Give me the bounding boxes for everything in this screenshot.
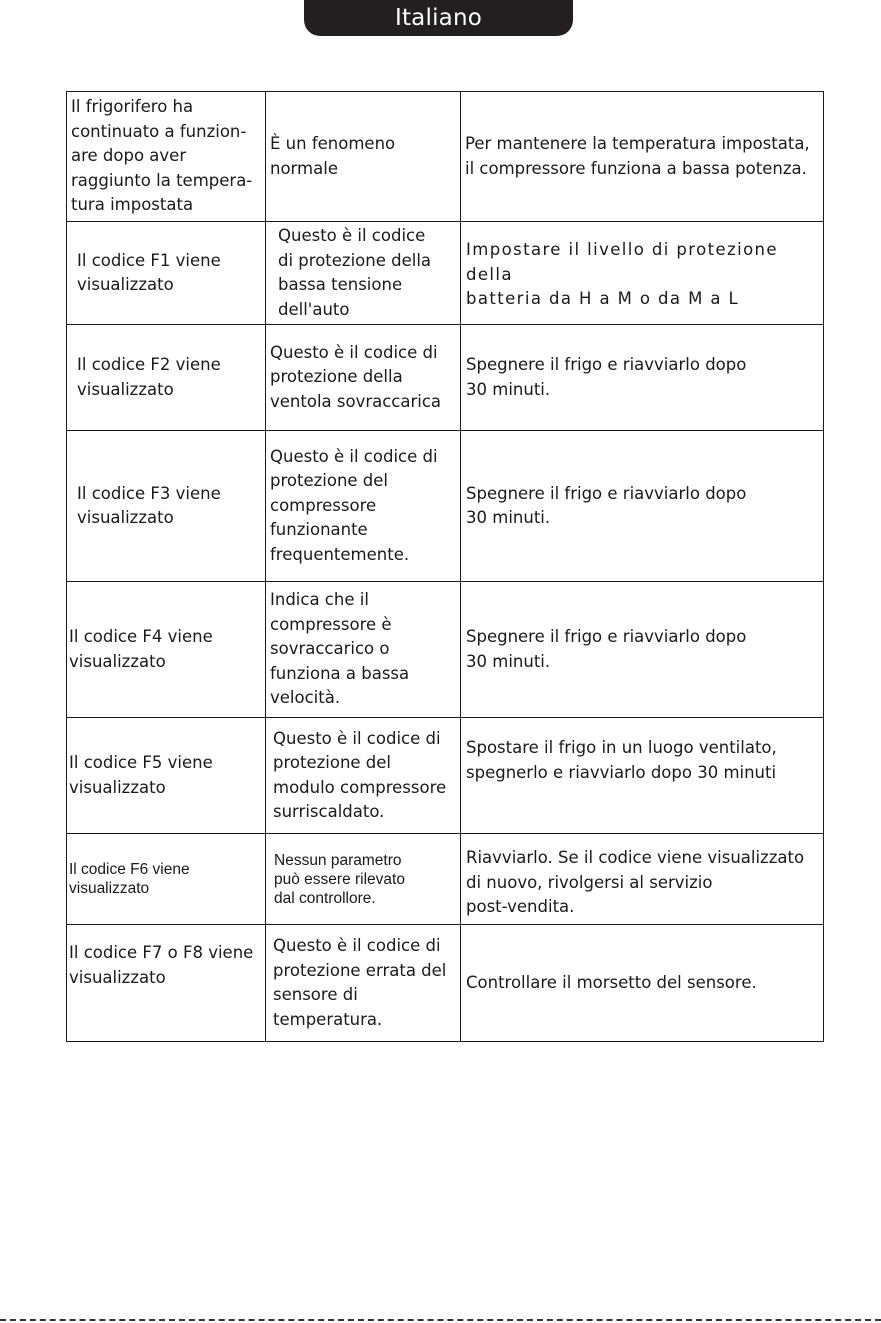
solution-cell: Controllare il morsetto del sensore. [461,925,824,1042]
cause-cell: Questo è il codice di protezione del compressore funzionante frequentemente. [266,431,461,582]
table-row [67,222,824,325]
cause-cell: Questo è il codice di protezione della bassa tensione dell'auto [266,222,461,325]
troubleshooting-table [66,91,824,1042]
problem-cell: Il codice F7 o F8 viene visualizzato [67,925,266,1042]
problem-cell: Il codice F1 viene visualizzato [67,222,266,325]
solution-cell: Spostare il frigo in un luogo ventilato, spegnerlo e riavviarlo dopo 30 minuti [461,718,824,834]
solution-cell [461,222,824,325]
table-row [67,325,824,431]
cause-cell: Questo è il codice di protezione del modulo compressore surriscaldato. [266,718,461,834]
solution-cell: Riavviarlo. Se il codice viene visualizzato di nuovo, rivolgersi al servizio post-vendita. [461,834,824,925]
problem-cell: Il frigorifero ha continuato a funzion- are dopo aver raggiunto la tempera- tura impostata [67,92,266,222]
solution-cell: Spegnere il frigo e riavviarlo dopo 30 minuti. [461,431,824,582]
table-row [67,92,824,222]
solution-cell: Spegnere il frigo e riavviarlo dopo 30 minuti. [461,582,824,718]
cause-cell: È un fenomeno normale [266,92,461,222]
table-row [67,834,824,925]
table-row [67,582,824,718]
table-row [67,718,824,834]
page-bottom-rule [0,1319,881,1321]
problem-cell: Il codice F3 viene visualizzato [67,431,266,582]
cause-cell: Nessun parametro può essere rilevato dal controllore. [266,834,461,925]
language-label: Italiano [394,5,483,31]
cause-cell: Questo è il codice di protezione della ventola sovraccarica [266,325,461,431]
solution-text: Impostare il livello di protezione della batteria da H a M o da M a L [466,240,778,308]
solution-cell: Per mantenere la temperatura impostata, il compressore funziona a bassa potenza. [461,92,824,222]
language-tab [304,0,573,36]
problem-cell: Il codice F2 viene visualizzato [67,325,266,431]
table-row [67,431,824,582]
problem-cell: Il codice F4 viene visualizzato [67,582,266,718]
problem-cell: Il codice F5 viene visualizzato [67,718,266,834]
table-row [67,925,824,1042]
cause-cell: Indica che il compressore è sovraccarico o funziona a bassa velocità. [266,582,461,718]
problem-cell: Il codice F6 viene visualizzato [67,834,266,925]
solution-cell: Spegnere il frigo e riavviarlo dopo 30 minuti. [461,325,824,431]
cause-cell: Questo è il codice di protezione errata del sensore di temperatura. [266,925,461,1042]
